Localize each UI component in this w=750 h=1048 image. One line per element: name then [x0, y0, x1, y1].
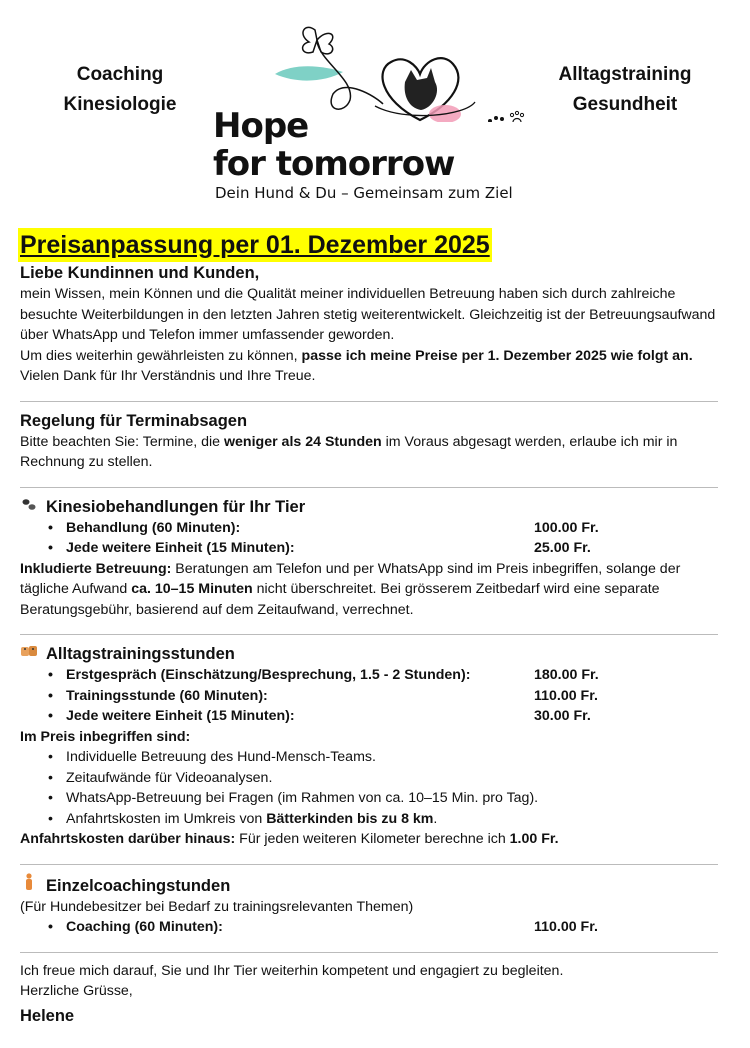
kinesio-heading: Kinesiobehandlungen für Ihr Tier	[20, 496, 720, 518]
intro-paragraph-2: Um dies weiterhin gewährleisten zu können, passe ich meine Preise per 1. Dezember 2025 wie folgt an. Vielen Dank für Ihr Verständnis und Ihre Treue.	[20, 347, 693, 384]
logo	[205, 22, 535, 212]
closing-greeting: Herzliche Grüsse,	[20, 983, 133, 999]
coaching-heading: Einzelcoachingstunden	[20, 873, 720, 897]
coaching-subtitle: (Für Hundebesitzer bei Bedarf zu trainingsrelevanten Themen)	[20, 898, 414, 915]
cancel-heading: Regelung für Terminabsagen	[20, 411, 248, 430]
divider	[20, 401, 718, 402]
header-right-line1: Alltagstraining	[558, 64, 692, 85]
list-item: • Zeitaufwände für Videoanalysen.	[48, 768, 720, 789]
divider	[20, 952, 718, 953]
paws-icon	[20, 496, 38, 518]
header-left	[40, 60, 200, 120]
list-item: • Anfahrtskosten im Umkreis von Bätterkinden bis zu 8 km.	[48, 809, 720, 830]
logo-text-line2: for tomorrow	[213, 144, 455, 184]
header-left-line1: Coaching	[76, 64, 164, 85]
divider	[20, 487, 718, 488]
signature: Helene	[20, 1006, 75, 1025]
intro-paragraph: mein Wissen, mein Können und die Qualität meiner individuellen Betreuung haben sich durch zahlreiche besuchte Weiterbildungen in den letzten Jahren stetig weiterentwickelt. Gleichzeitig ist der Betreuungsaufwand über WhatsApp und Telefon immer umfassender geworden.	[20, 286, 716, 343]
alltag-heading: Alltagstrainingsstunden	[20, 643, 720, 665]
paw-icon	[488, 116, 507, 122]
header-right	[540, 60, 710, 120]
closing-line: Ich freue mich darauf, Sie und Ihr Tier weiterhin kompetent und engagiert zu begleiten.	[20, 962, 564, 979]
kinesio-note: Inkludierte Betreuung: Beratungen am Telefon und per WhatsApp sind im Preis inbegriffen, solange der tägliche Aufwand ca. 10–15 Minuten nicht überschreitet. Bei grösserem Zeitbedarf wird eine separate Beratungsgebühr, basierend auf dem Zeitaufwand, verrechnet.	[20, 560, 681, 618]
header-right-line2: Gesundheit	[572, 94, 678, 115]
price-item: • Jede weitere Einheit (15 Minuten): 30.00 Fr.	[48, 706, 720, 727]
price-item: • Jede weitere Einheit (15 Minuten): 25.00 Fr.	[48, 538, 720, 559]
price-item: • Trainingsstunde (60 Minuten): 110.00 Fr.	[48, 686, 720, 707]
price-item: • Behandlung (60 Minuten): 100.00 Fr.	[48, 518, 720, 539]
list-item: • WhatsApp-Betreuung bei Fragen (im Rahmen von ca. 10–15 Min. pro Tag).	[48, 788, 720, 809]
divider	[20, 864, 718, 865]
kinesio-price-list	[20, 518, 720, 559]
price-item: • Erstgespräch (Einschätzung/Besprechung, 1.5 - 2 Stunden): 180.00 Fr.	[48, 665, 720, 686]
document-body	[20, 228, 720, 1026]
travel-extra-note: Anfahrtskosten darüber hinaus: Für jeden weiteren Kilometer berechne ich 1.00 Fr.	[20, 831, 559, 847]
price-item: • Coaching (60 Minuten): 110.00 Fr.	[48, 917, 720, 938]
logo-tagline: Dein Hund & Du – Gemeinsam zum Ziel	[215, 184, 513, 202]
coaching-price-list	[20, 917, 720, 938]
included-list	[20, 747, 720, 829]
divider	[20, 634, 718, 635]
greeting-heading: Liebe Kundinnen und Kunden,	[20, 264, 260, 282]
teal-leaf-icon	[275, 66, 343, 80]
list-item: • Individuelle Betreuung des Hund-Mensch-Teams.	[48, 747, 720, 768]
butterfly-icon	[303, 27, 317, 52]
logo-text-line1: Hope	[213, 106, 309, 146]
person-icon	[20, 873, 38, 897]
included-heading: Im Preis inbegriffen sind:	[20, 728, 191, 745]
header-left-line2: Kinesiologie	[63, 94, 177, 115]
dog-cat-icon	[20, 643, 38, 665]
cancel-text: Bitte beachten Sie: Termine, die weniger als 24 Stunden im Voraus abgesagt werden, erlaube ich mir in Rechnung zu stellen.	[20, 433, 678, 470]
paw-outline-icon	[510, 111, 523, 122]
page-title: Preisanpassung per 01. Dezember 2025	[18, 228, 492, 262]
alltag-price-list	[20, 665, 720, 727]
